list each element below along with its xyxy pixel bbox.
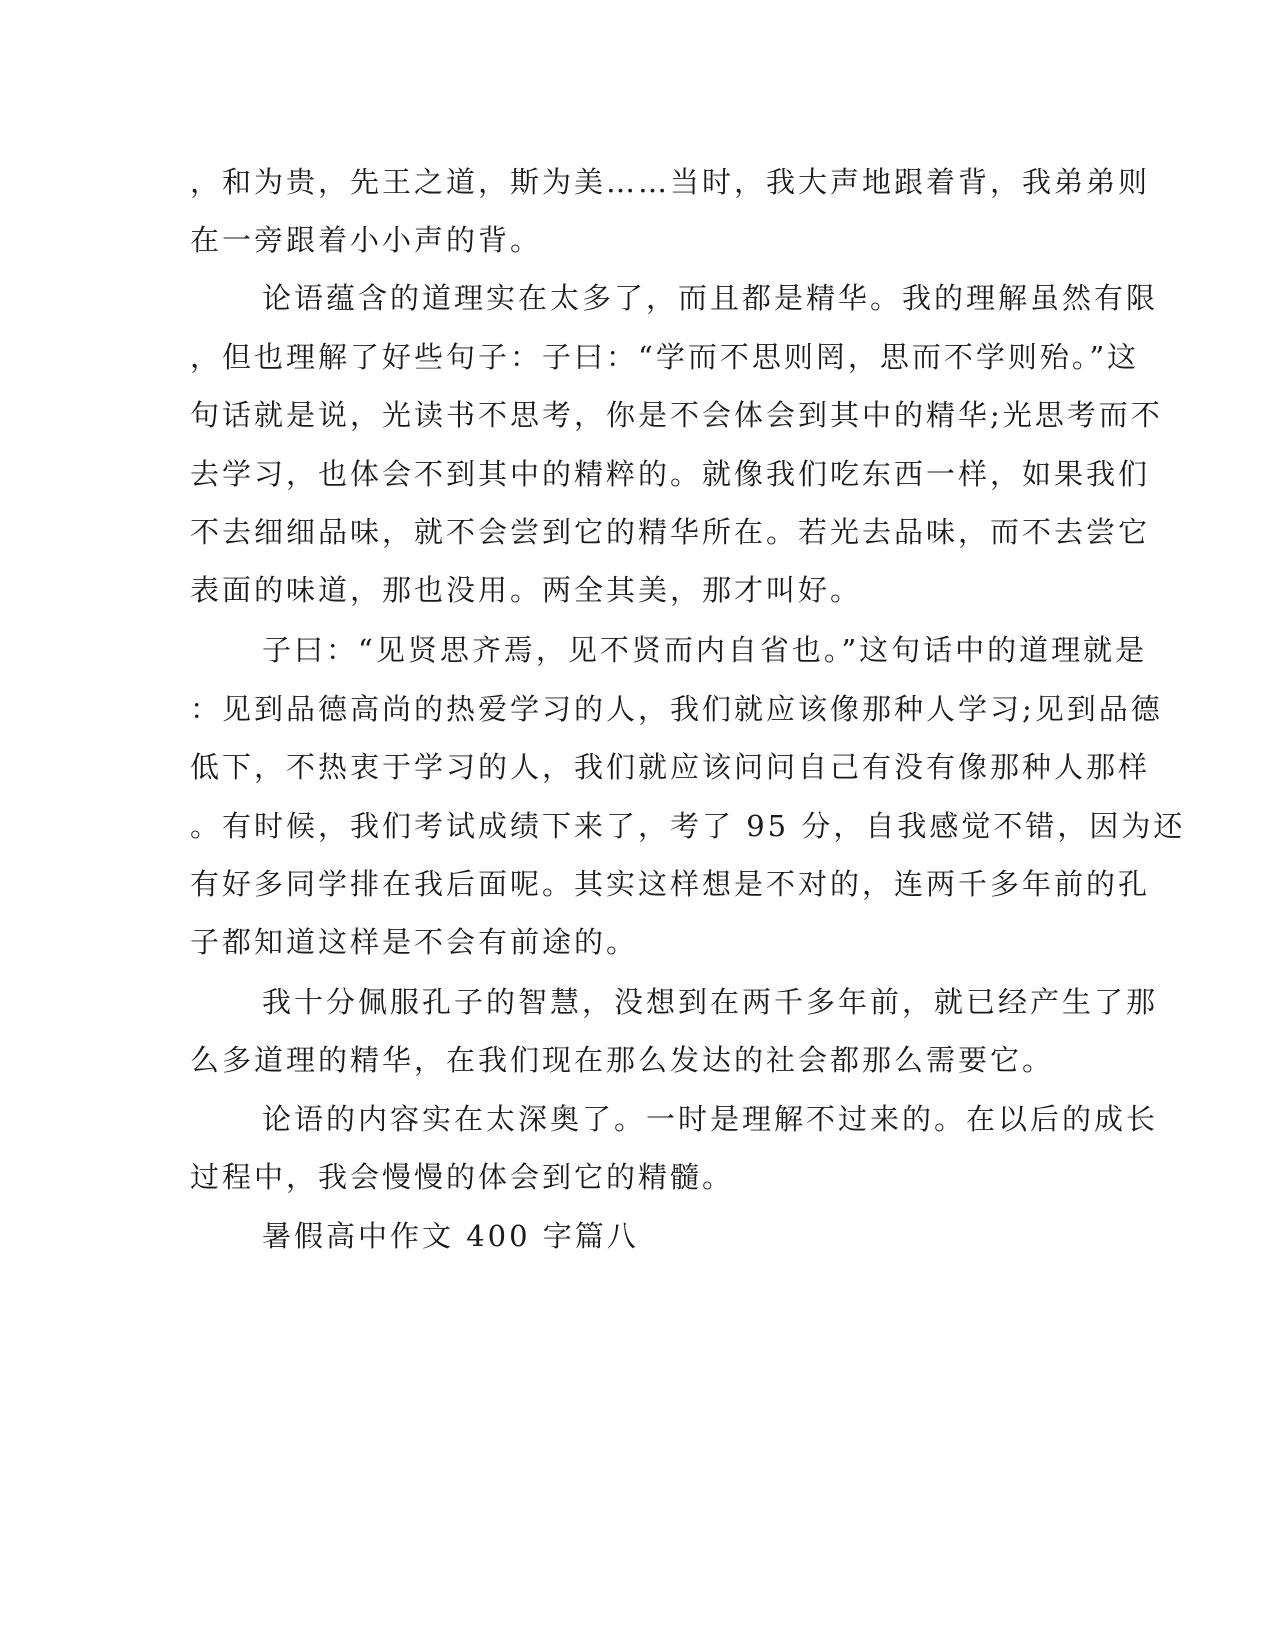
text-line: 么多道理的精华，在我们现在那么发达的社会都那么需要它。 [190, 1043, 1055, 1077]
paragraph-start-line: 论语蕴含的道理实在太多了，而且都是精华。我的理解虽然有限 [262, 281, 1159, 315]
text-line: 不去细细品味，就不会尝到它的精华所在。若光去品味，而不去尝它 [190, 515, 1151, 549]
section-heading: 暑假高中作文 400 字篇八 [262, 1219, 639, 1253]
text-line: 有好多同学排在我后面呢。其实这样想是不对的，连两千多年前的孔 [190, 867, 1151, 901]
text-line: ，和为贵，先王之道，斯为美……当时，我大声地跟着背，我弟弟则 [190, 165, 1151, 199]
text-line: 去学习，也体会不到其中的精粹的。就像我们吃东西一样，如果我们 [190, 457, 1151, 491]
text-line: 句话就是说，光读书不思考，你是不会体会到其中的精华;光思考而不 [190, 398, 1163, 432]
paragraph-start-line: 论语的内容实在太深奥了。一时是理解不过来的。在以后的成长 [262, 1102, 1159, 1136]
paragraph-start-line: 子曰：“见贤思齐焉，见不贤而内自省也。”这句话中的道理就是 [262, 633, 1148, 667]
text-line: 低下，不热衷于学习的人，我们就应该问问自己有没有像那种人那样 [190, 750, 1151, 784]
text-line: 子都知道这样是不会有前途的。 [190, 925, 639, 959]
text-line: 过程中，我会慢慢的体会到它的精髓。 [190, 1160, 735, 1194]
text-line: 在一旁跟着小小声的背。 [190, 223, 543, 257]
text-line: ：见到品德高尚的热爱学习的人，我们就应该像那种人学习;见到品德 [190, 692, 1163, 726]
text-line: 。有时候，我们考试成绩下来了，考了 95 分，自我感觉不错，因为还 [190, 809, 1186, 843]
text-line: ，但也理解了好些句子：子曰：“学而不思则罔，思而不学则殆。”这 [190, 340, 1140, 374]
text-line: 表面的味道，那也没用。两全其美，那才叫好。 [190, 573, 863, 607]
paragraph-start-line: 我十分佩服孔子的智慧，没想到在两千多年前，就已经产生了那 [262, 985, 1159, 1019]
